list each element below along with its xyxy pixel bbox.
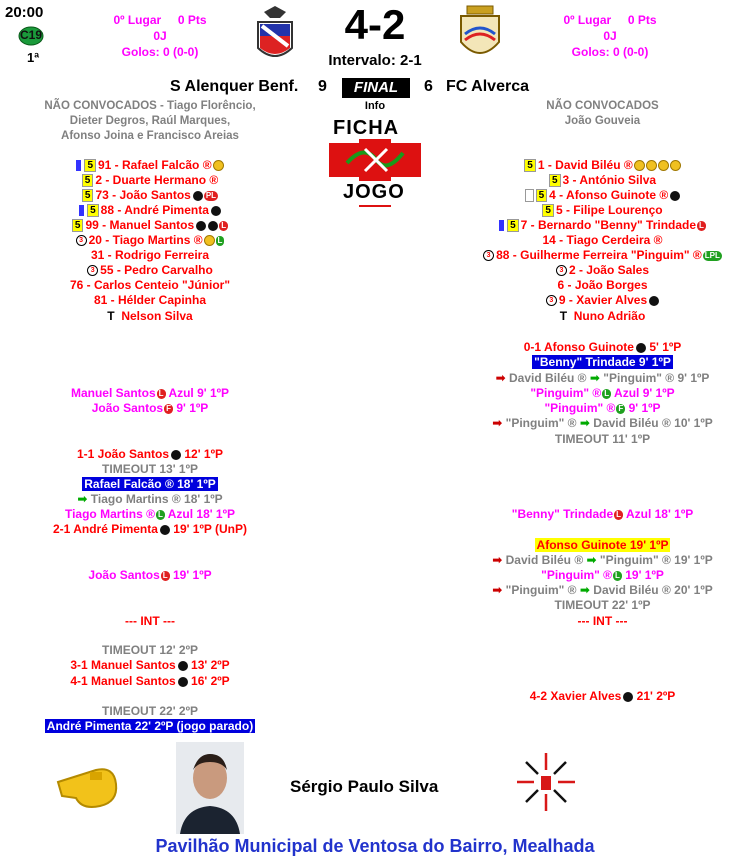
away-coach-row[interactable]: T Nuno Adrião <box>559 309 646 323</box>
info-link[interactable]: Info <box>364 100 386 112</box>
away-event-goal: 4-2 Xavier Alves 21' 2ºP <box>529 689 676 703</box>
away-player-row[interactable]: 3 88 - Guilherme Ferreira "Pinguim" ® LPL <box>455 248 750 262</box>
away-event-highlight: Afonso Guinote 19' 1ºP <box>536 538 669 552</box>
away-event-timeout: TIMEOUT 11' 1ºP <box>554 432 651 446</box>
penalty-icon: PL <box>205 190 217 200</box>
goal-icon <box>171 450 181 460</box>
home-event-card: Manuel Santos L Azul 9' 1ºP <box>70 386 230 400</box>
goalkeeper-marker <box>76 160 81 171</box>
yellow-card-icon <box>646 160 657 171</box>
away-crest-icon <box>455 4 505 66</box>
away-stats <box>530 12 690 60</box>
blue-card-icon: L <box>615 570 620 580</box>
away-event-card: "Benny" Trindade L Azul 18' 1ºP <box>511 507 694 521</box>
goalkeeper-marker <box>499 220 504 231</box>
home-event-timeout: TIMEOUT 13' 1ºP <box>102 462 198 476</box>
away-event-sub: ➡ "Pinguim" ® ➡ David Biléu ® 20' 1ºP <box>492 583 713 597</box>
sub-in-icon: ➡ <box>77 492 88 506</box>
foul-icon: F <box>618 403 624 413</box>
away-event-sub: ➡ David Biléu ® ➡ "Pinguim" ® 9' 1ºP <box>495 371 710 385</box>
home-fouls: 9 <box>318 78 327 95</box>
goal-icon <box>670 191 680 201</box>
home-event-goal: 4-1 Manuel Santos 16' 2ºP <box>70 674 230 688</box>
referee-photo <box>176 742 244 834</box>
home-event-timeout: TIMEOUT 22' 2ºP <box>102 704 198 718</box>
sub-out-icon: ➡ <box>495 371 506 385</box>
away-team-name[interactable]: FC Alverca <box>446 78 529 95</box>
away-event-goal: 0-1 Afonso Guinote 5' 1ºP <box>523 340 682 354</box>
away-not-called-line: NÃO CONVOCADOS <box>546 100 659 112</box>
home-team-name[interactable]: S Alenquer Benf. <box>170 78 299 95</box>
away-player-row[interactable]: 5 1 - David Biléu ® <box>455 158 750 172</box>
home-not-called <box>0 99 300 144</box>
captain-icon: 3 <box>556 265 567 276</box>
venue-name: Pavilhão Municipal de Ventosa do Bairro, Mealhada <box>155 836 595 856</box>
goalkeeper-marker <box>525 189 534 202</box>
association-logo-icon <box>512 748 580 816</box>
home-goals: Golos: 0 (0-0) <box>121 45 199 59</box>
home-position: 0º Lugar <box>113 13 162 27</box>
away-interval-marker: --- INT --- <box>577 614 628 628</box>
away-player-row[interactable]: 5 5 - Filipe Lourenço <box>455 203 750 217</box>
blue-card-icon: L <box>699 220 704 230</box>
home-player-row[interactable]: 76 - Carlos Centeio "Júnior" <box>69 278 231 292</box>
goalkeeper-marker <box>79 205 84 216</box>
goal-icon <box>178 661 188 671</box>
home-not-called-line: Dieter Degros, Raúl Marques, <box>69 115 231 127</box>
match-status-badge: FINAL <box>342 78 410 98</box>
yellow-card-icon <box>670 160 681 171</box>
competition-badge <box>18 26 44 46</box>
home-event-goal: 3-1 Manuel Santos 13' 2ºP <box>70 658 230 672</box>
blue-card-icon: L <box>604 388 610 398</box>
home-player-row[interactable]: 5 73 - João Santos PL <box>0 188 300 202</box>
blue-card-icon: L <box>157 509 163 519</box>
home-points: 0 Pts <box>177 13 207 27</box>
home-event-goal: 2-1 André Pimenta 19' 1ºP (UnP) <box>53 522 247 536</box>
referee-avatar-icon <box>176 742 244 834</box>
captain-icon: 3 <box>546 295 557 306</box>
away-points: 0 Pts <box>627 13 657 27</box>
final-score: 4-2 <box>344 1 406 48</box>
blue-card-icon: LPL <box>704 250 720 260</box>
home-stats <box>80 12 240 60</box>
starter-badge: 5 <box>87 204 99 217</box>
home-player-row[interactable]: 3 55 - Pedro Carvalho <box>0 263 300 277</box>
away-event-card: "Pinguim" ® L 19' 1ºP <box>541 568 664 582</box>
yellow-card-icon <box>213 160 224 171</box>
away-event-card: "Pinguim" ® L Azul 9' 1ºP <box>530 386 675 400</box>
sub-in-icon: ➡ <box>579 583 590 597</box>
home-interval-marker: --- INT --- <box>125 614 175 628</box>
whistle-icon <box>52 762 122 814</box>
round-label: 1ª <box>27 50 40 65</box>
away-fouls: 6 <box>424 78 433 95</box>
blue-card-icon: L <box>217 235 223 245</box>
sub-in-icon: ➡ <box>579 416 590 430</box>
starter-badge: 5 <box>549 174 561 187</box>
away-played: 0J <box>603 29 617 43</box>
away-event-highlight: "Benny" Trindade 9' 1ºP <box>534 355 671 369</box>
sub-out-icon: ➡ <box>492 553 503 567</box>
association-logo <box>512 748 580 816</box>
home-player-row[interactable]: 3 20 - Tiago Martins ® L <box>0 233 300 247</box>
home-not-called-line: Afonso Joina e Francisco Areias <box>61 130 239 142</box>
home-player-row[interactable]: 5 88 - André Pimenta <box>0 203 300 217</box>
captain-icon: 3 <box>87 265 98 276</box>
jogo-text: JOGO <box>343 181 405 203</box>
goal-icon <box>160 525 170 535</box>
home-team-crest[interactable] <box>250 4 300 66</box>
starter-badge: 5 <box>507 219 519 232</box>
blue-card-icon: L <box>162 570 168 580</box>
referee-name[interactable]: Sérgio Paulo Silva <box>290 777 439 796</box>
yellow-card-icon <box>658 160 669 171</box>
away-player-row[interactable]: 5 3 - António Silva <box>455 173 750 187</box>
away-goals: Golos: 0 (0-0) <box>571 45 649 59</box>
away-player-row[interactable]: 5 7 - Bernardo "Benny" Trindade L <box>455 218 750 232</box>
goal-icon <box>636 343 646 353</box>
yellow-card-icon <box>634 160 645 171</box>
home-event-card: João Santos F 9' 1ºP <box>91 401 209 415</box>
goal-icon <box>196 221 206 231</box>
blue-card-icon: L <box>221 220 227 230</box>
home-event-timeout: TIMEOUT 12' 2ºP <box>102 643 198 657</box>
sub-in-icon: ➡ <box>586 553 597 567</box>
away-player-row[interactable]: 3 2 - João Sales <box>455 263 750 277</box>
starter-badge: 5 <box>82 189 94 202</box>
home-not-called-line: NÃO CONVOCADOS - Tiago Florêncio, <box>44 100 256 112</box>
home-event-goal: 1-1 João Santos 12' 1ºP <box>77 447 223 461</box>
home-event-card: João Santos L 19' 1ºP <box>88 568 212 582</box>
coach-icon: T <box>107 309 115 323</box>
goal-icon <box>649 296 659 306</box>
foul-icon: F <box>166 403 171 413</box>
sub-in-icon: ➡ <box>589 371 600 385</box>
away-event-timeout: TIMEOUT 22' 1ºP <box>554 598 651 612</box>
kickoff-time: 20:00 <box>5 4 44 21</box>
away-event-sub: ➡ "Pinguim" ® ➡ David Biléu ® 10' 1ºP <box>492 416 713 430</box>
home-coach-row[interactable]: T Nelson Silva <box>107 309 193 323</box>
starter-badge: 5 <box>542 204 554 217</box>
competition-badge-label: C19 <box>20 28 43 42</box>
starter-badge: 5 <box>72 219 84 232</box>
goal-icon <box>208 221 218 231</box>
home-played: 0J <box>153 29 167 43</box>
halftime-score: Intervalo: 2-1 <box>328 52 422 69</box>
home-player-row[interactable]: 81 - Hélder Capinha <box>93 293 207 307</box>
home-player-row[interactable]: 31 - Rodrigo Ferreira <box>90 248 210 262</box>
away-team-crest[interactable] <box>455 4 505 66</box>
sub-out-icon: ➡ <box>492 583 503 597</box>
goal-icon <box>623 692 633 702</box>
away-player-row[interactable]: 6 - João Borges <box>557 278 648 292</box>
home-player-row[interactable]: 5 2 - Duarte Hermano ® <box>0 173 300 187</box>
home-crest-icon <box>250 4 300 66</box>
away-player-row[interactable]: 3 9 - Xavier Alves <box>455 293 750 307</box>
captain-icon: 3 <box>76 235 87 246</box>
away-not-called-line: João Gouveia <box>564 115 641 127</box>
home-player-row[interactable]: 5 99 - Manuel Santos L <box>0 218 300 232</box>
goal-icon <box>211 206 221 216</box>
home-event-highlight: Rafael Falcão ® 18' 1ºP <box>84 477 216 491</box>
yellow-card-icon <box>204 235 215 246</box>
away-player-row[interactable]: 14 - Tiago Cerdeira ® <box>542 233 663 247</box>
starter-badge: 5 <box>536 189 548 202</box>
away-position: 0º Lugar <box>563 13 612 27</box>
starter-badge: 5 <box>84 159 96 172</box>
ficha-text: FICHA <box>333 117 400 139</box>
sub-out-icon: ➡ <box>492 416 503 430</box>
home-event-sub: ➡ Tiago Martins ® 18' 1ºP <box>77 492 223 506</box>
blue-card-icon: L <box>158 388 164 398</box>
away-event-sub: ➡ David Biléu ® ➡ "Pinguim" ® 19' 1ºP <box>492 553 713 567</box>
captain-icon: 3 <box>483 250 494 261</box>
away-player-row[interactable]: 5 4 - Afonso Guinote ® <box>455 188 750 202</box>
away-event-card: "Pinguim" ® F 9' 1ºP <box>544 401 661 415</box>
starter-badge: 5 <box>82 174 94 187</box>
blue-card-icon: L <box>616 509 622 519</box>
home-event-highlight: André Pimenta 22' 2ºP (jogo parado) <box>46 719 254 733</box>
home-event-card: Tiago Martins ® L Azul 18' 1ºP <box>64 507 235 521</box>
home-player-row[interactable]: 5 91 - Rafael Falcão ® <box>0 158 300 172</box>
starter-badge: 5 <box>524 159 536 172</box>
away-not-called <box>455 99 750 129</box>
goal-icon <box>178 677 188 687</box>
goal-icon <box>193 191 203 201</box>
ficha-jogo-logo[interactable] <box>325 113 425 211</box>
coach-icon: T <box>559 309 568 323</box>
